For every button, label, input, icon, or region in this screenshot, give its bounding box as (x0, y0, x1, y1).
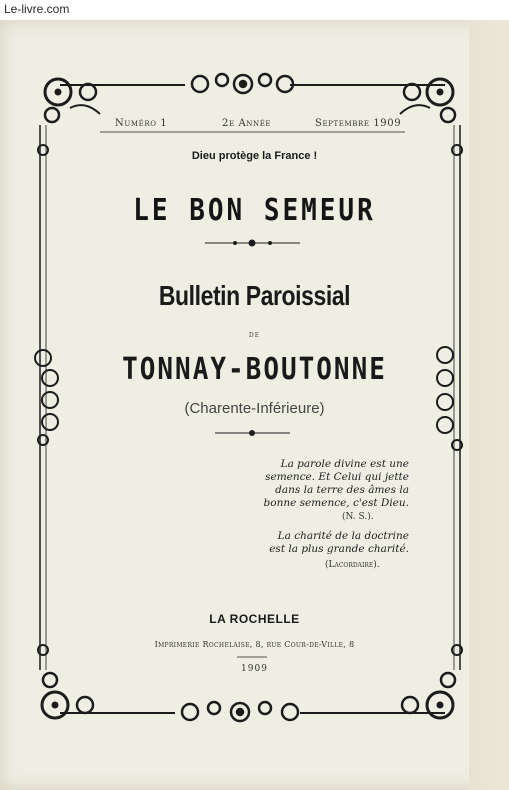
motto: Dieu protège la France ! (191, 150, 318, 162)
subtitle: Bulletin Paroissial (158, 280, 351, 311)
preposition-de: DE (248, 332, 261, 339)
quote-2 (269, 530, 409, 556)
region-name: (Charente-Inférieure) (184, 400, 325, 417)
issue-number: Numéro 1 (115, 118, 168, 129)
corner-ornament-bottom-left (42, 673, 93, 718)
publisher-city: LA ROCHELLE (209, 612, 300, 626)
quote-1-line: semence. Et Celui qui jette (265, 471, 409, 483)
corner-ornament-top-right (400, 79, 455, 122)
quote-1-line: bonne semence, c'est Dieu. (263, 497, 409, 509)
quote-1-line: dans la terre des âmes la (275, 484, 409, 496)
quote-1-attribution: (N. S.). (342, 512, 374, 522)
divider-ornament-1 (205, 240, 300, 246)
town-name: TONNAY-BOUTONNE (122, 352, 387, 388)
quote-2-attribution: (Lacordaire). (325, 560, 380, 570)
printer-address: Imprimerie Rochelaise, 8, rue Cour-de-Ville, 8 (154, 640, 355, 649)
issue-date: Septembre 1909 (315, 118, 402, 129)
page-title: LE BON SEMEUR (133, 193, 376, 229)
top-center-ornament (192, 74, 293, 93)
quote-1 (264, 458, 409, 510)
quote-2-line: est la plus grande charité. (269, 543, 409, 555)
quote-2-line: La charité de la doctrine (277, 530, 409, 542)
watermark: Le-livre.com (4, 2, 70, 16)
publication-year: 1909 (241, 664, 268, 674)
bottom-center-ornament (182, 702, 298, 721)
corner-ornament-bottom-right (402, 673, 455, 718)
quote-1-line: La parole divine est une (280, 458, 409, 470)
divider-ornament-2 (215, 431, 290, 436)
edition-year: 2e Année (222, 118, 272, 129)
